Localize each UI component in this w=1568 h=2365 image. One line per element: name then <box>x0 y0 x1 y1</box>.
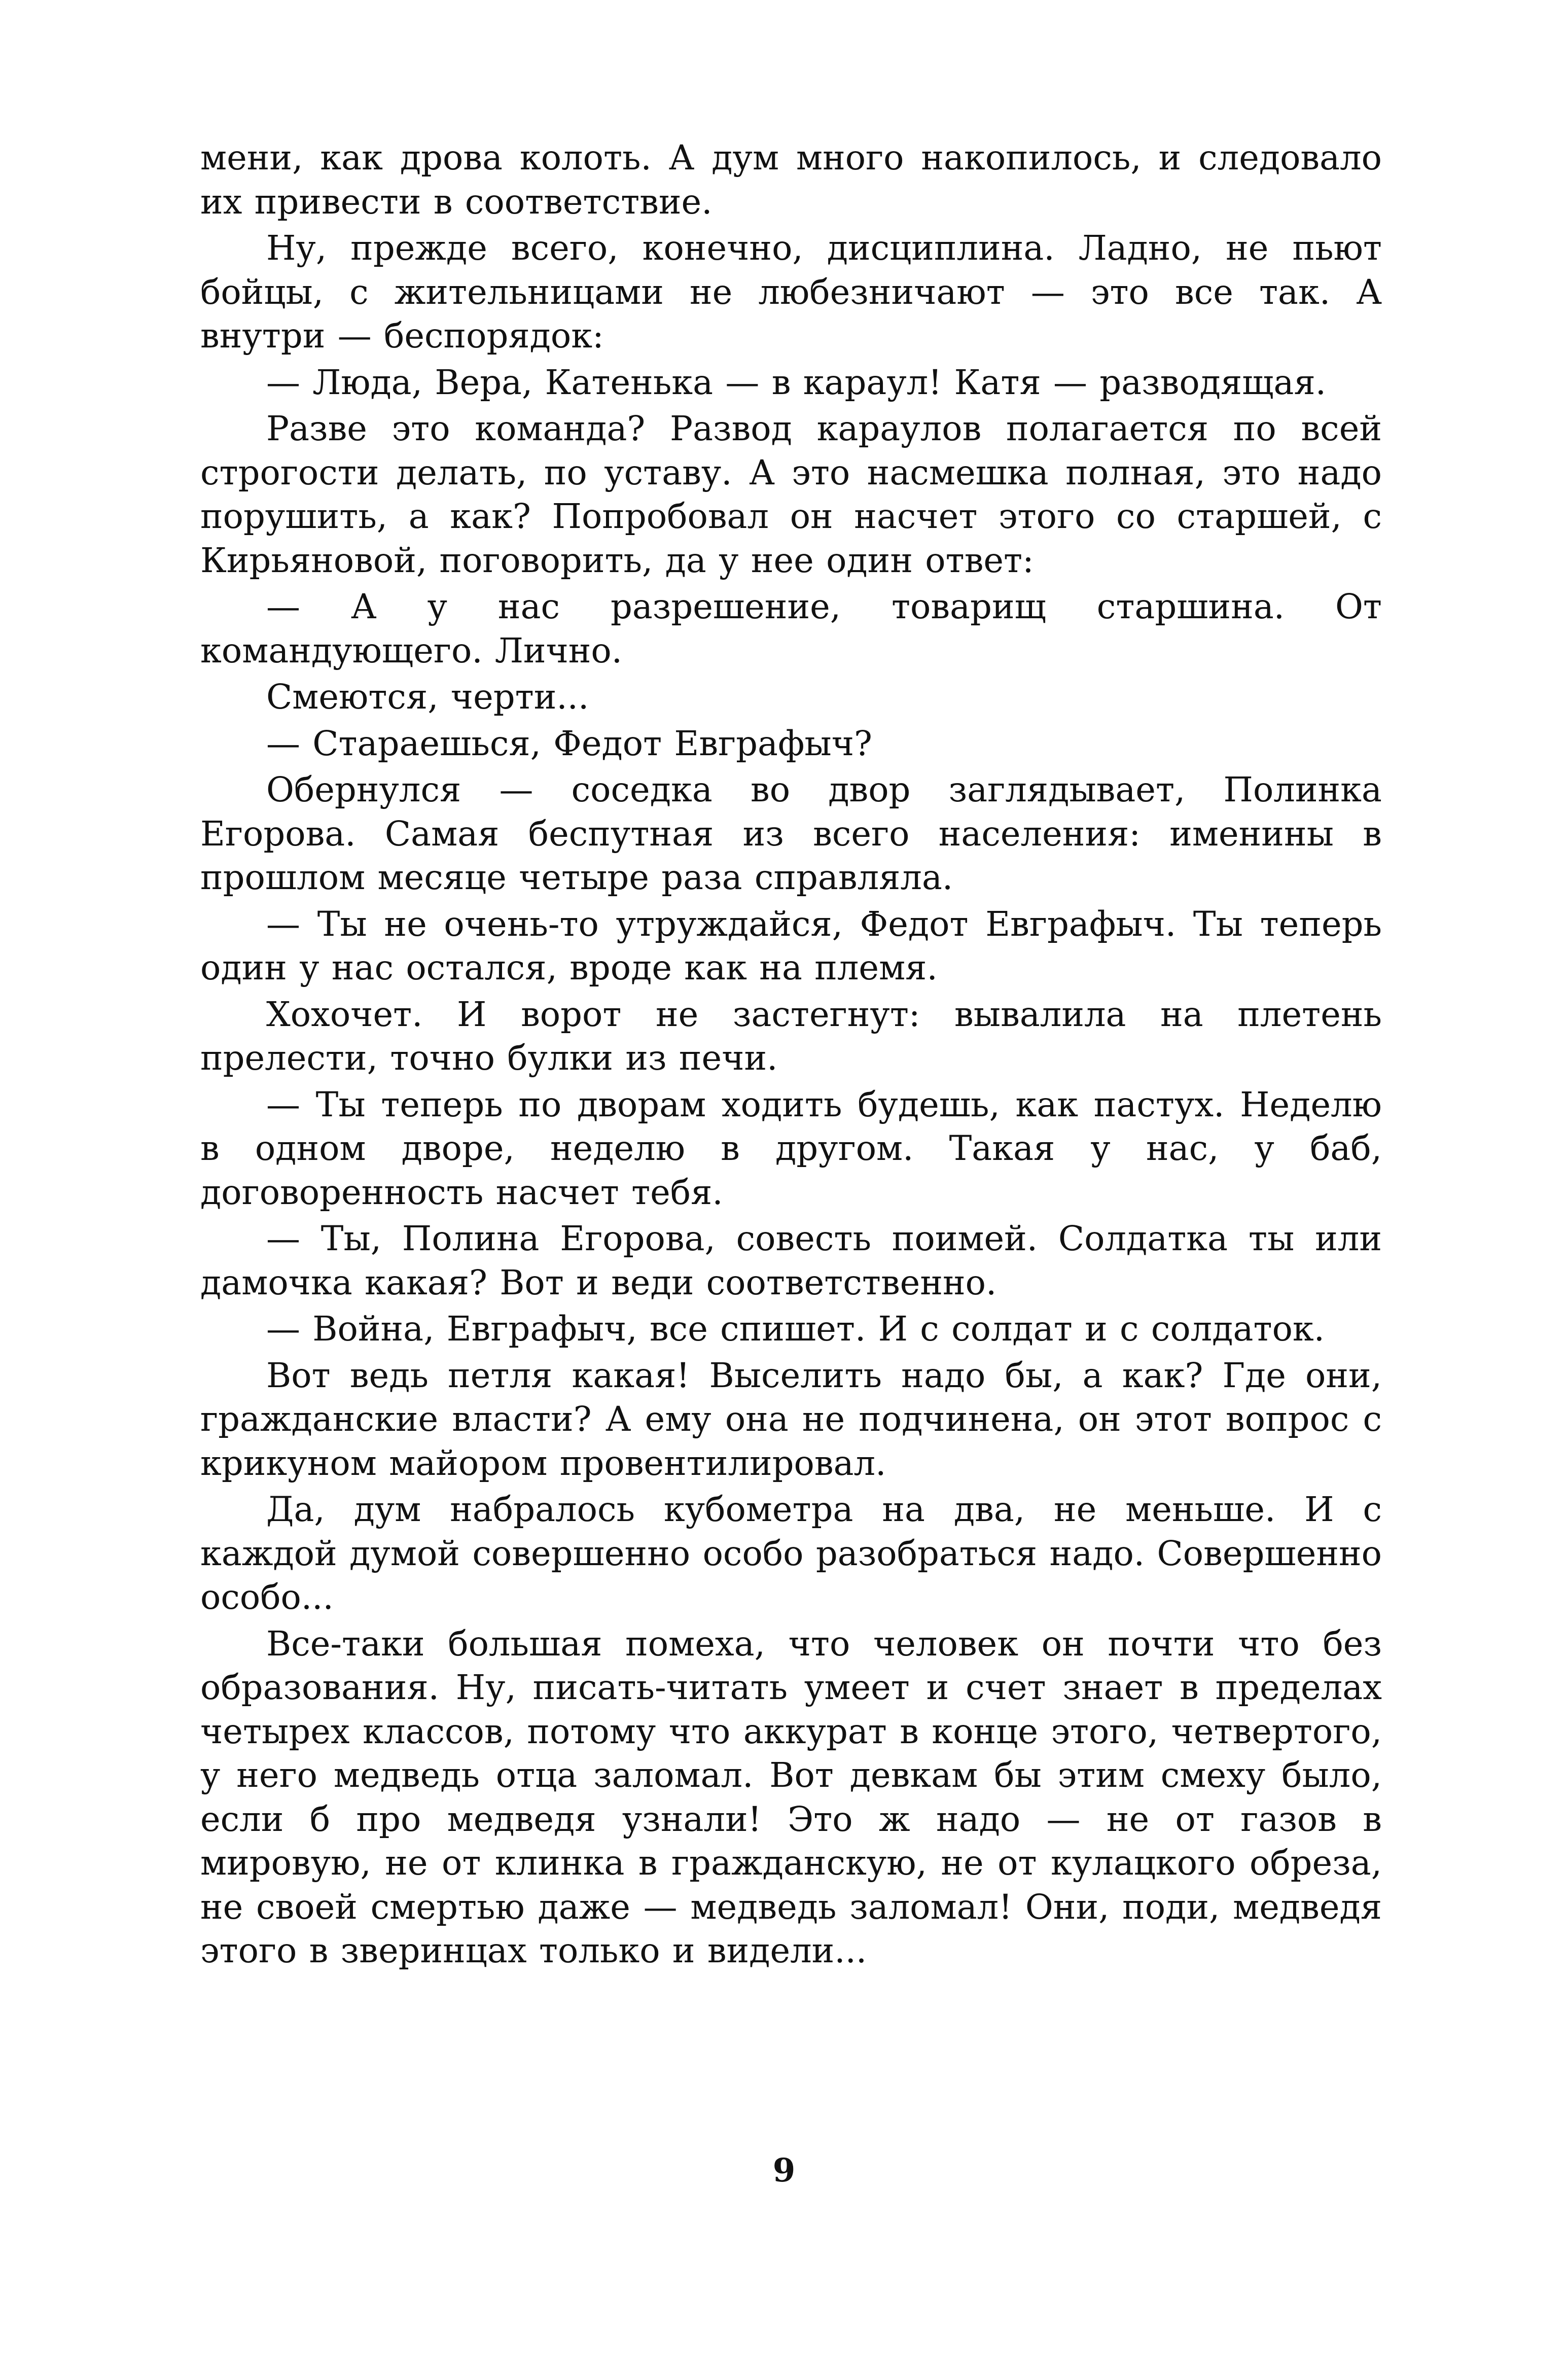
paragraph: Обернулся — соседка во двор заглядывает, Полинка Егорова. Самая беспутная из всего населения: именины в прошлом месяце четыре раза справляла. <box>200 770 1382 897</box>
paragraph: — Ты не очень-то утруждайся, Федот Евграфыч. Ты теперь один у нас остался, вроде как на племя. <box>200 904 1382 987</box>
paragraph: — Стараешься, Федот Евграфыч? <box>266 723 872 763</box>
page-number: 9 <box>772 2151 796 2190</box>
paragraph: Разве это команда? Развод караулов полагается по всей строгости делать, по уставу. А это насмешка полная, это надо порушить, а как? Попробовал он насчет этого со старшей, с Кирьяновой, поговорить, да у нее один ответ: <box>200 409 1382 580</box>
paragraph: Вот ведь петля какая! Выселить надо бы, а как? Где они, гражданские власти? А ему она не подчинена, он этот вопрос с крикуном майором провентилировал. <box>200 1355 1382 1483</box>
paragraph: — Люда, Вера, Катенька — в караул! Катя — разводящая. <box>266 362 1327 402</box>
paragraph: Смеются, черти... <box>266 677 589 717</box>
paragraph: Хохочет. И ворот не застегнут: вывалила на плетень прелести, точно булки из печи. <box>200 994 1382 1078</box>
paragraph: Да, дум набралось кубометра на два, не меньше. И с каждой думой совершенно особо разобраться надо. Совершенно особо... <box>200 1490 1382 1617</box>
paragraph: Все-таки большая помеха, что человек он почти что без образования. Ну, писать-читать умеет и счет знает в пределах четырех классов, потому что аккурат в конце этого, четвертого, у него медведь отца заломал. Вот девкам бы этим смеху было, если б про медведя узнали! Это ж надо — не от газов в мировую, не от клинка в гражданскую, не от кулацкого обреза, не своей смертью даже — медведь заломал! Они, поди, медведя этого в зверинцах только и видели... <box>200 1623 1382 1970</box>
paragraph: — Ты, Полина Егорова, совесть поимей. Солдатка ты или дамочка какая? Вот и веди соответственно. <box>200 1219 1382 1302</box>
paragraph: — Война, Евграфыч, все спишет. И с солдат и с солдаток. <box>266 1309 1325 1349</box>
paragraph: — Ты теперь по дворам ходить будешь, как пастух. Неделю в одном дворе, неделю в другом. Такая у нас, у баб, договоренность насчет тебя. <box>200 1084 1382 1212</box>
paragraph: — А у нас разрешение, товарищ старшина. От командующего. Лично. <box>200 587 1382 670</box>
paragraph: мени, как дрова колоть. А дум много накопилось, и следовало их привести в соответствие. <box>200 138 1382 222</box>
body-text <box>200 136 1382 1975</box>
paragraph: Ну, прежде всего, конечно, дисциплина. Ладно, не пьют бойцы, с жительницами не любезничают — это все так. А внутри — беспорядок: <box>200 228 1382 356</box>
